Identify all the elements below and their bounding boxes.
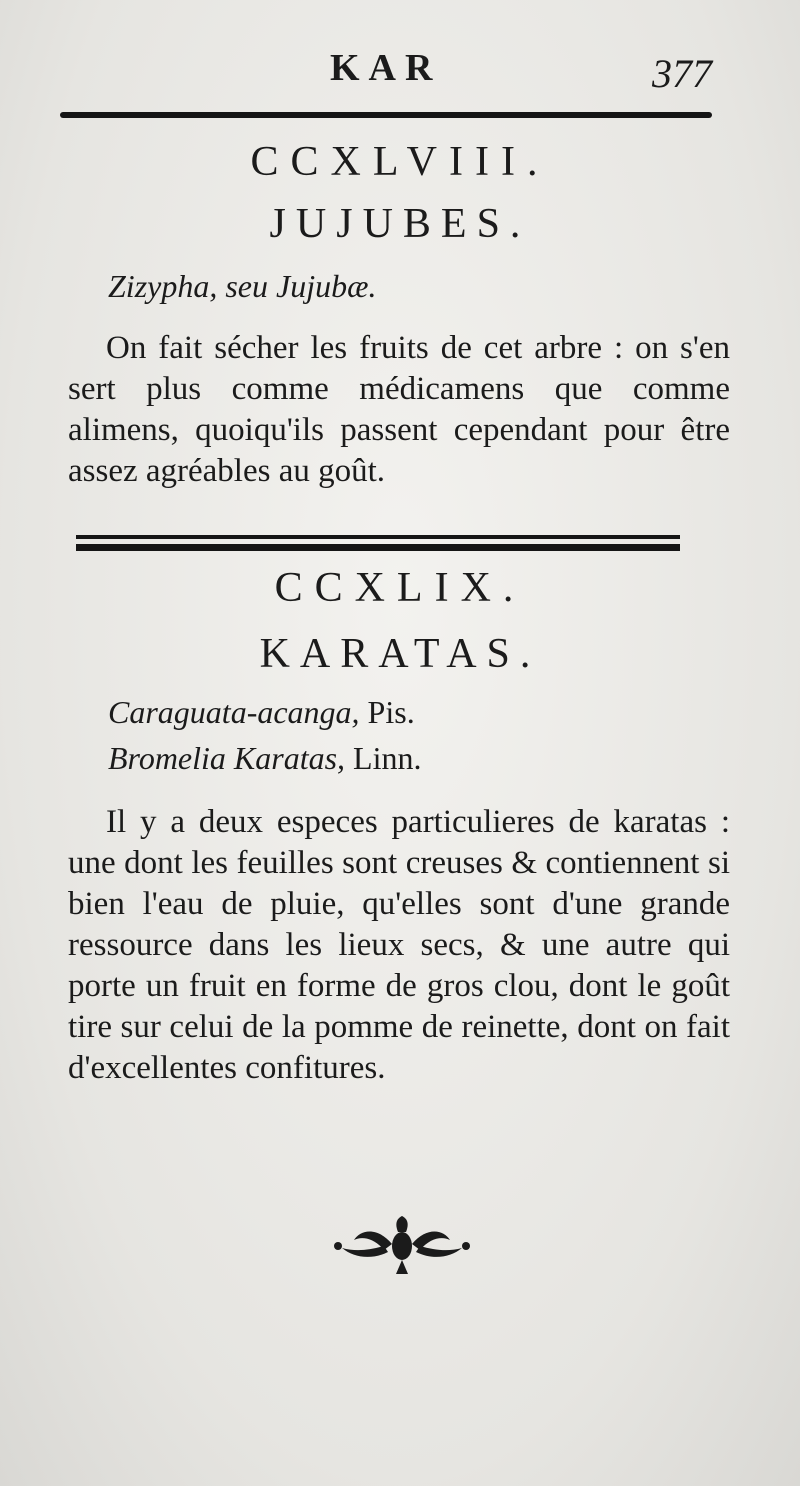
header-rule [60, 112, 712, 118]
section-divider-thin [76, 535, 680, 539]
synonym-latin: Bromelia Karatas, [108, 740, 346, 776]
running-head-title: KAR [330, 47, 442, 89]
section-number: CCXLIX. [274, 565, 526, 611]
section-title: JUJUBES. [269, 201, 531, 247]
section-divider-thick [76, 544, 680, 551]
section-paragraph: On fait sécher les fruits de cet arbre : on s'en sert plus comme médicamens que comme alimens, quoiqu'ils passent cependant pour être assez agréables au goût. [68, 330, 730, 489]
section-body [68, 802, 730, 1089]
page-number: 377 [652, 51, 712, 96]
synonym-line [108, 268, 376, 305]
synonym-line [108, 694, 415, 731]
synonym-latin: Caraguata-acanga, [108, 694, 360, 730]
synonym-line [108, 740, 421, 777]
synonym-authority: Pis. [367, 694, 415, 730]
section-body [68, 328, 730, 492]
section-paragraph: Il y a deux especes particulieres de karatas : une dont les feuilles sont creuses & contiennent si bien l'eau de pluie, qu'elles sont d'une grande ressource dans les lieux secs, & une autre qui porte un fruit en forme de gros clou, dont le goût tire sur celui de la pomme de reinette, dont on fait d'excellentes confitures. [68, 804, 730, 1086]
section-title: KARATAS. [259, 631, 541, 677]
fleuron-ornament-icon [332, 1216, 472, 1276]
running-head [0, 40, 800, 100]
synonym-authority: Linn. [353, 740, 422, 776]
section-number: CCXLVIII. [250, 139, 550, 185]
synonym-latin: Zizypha, seu Jujubæ. [108, 268, 377, 304]
